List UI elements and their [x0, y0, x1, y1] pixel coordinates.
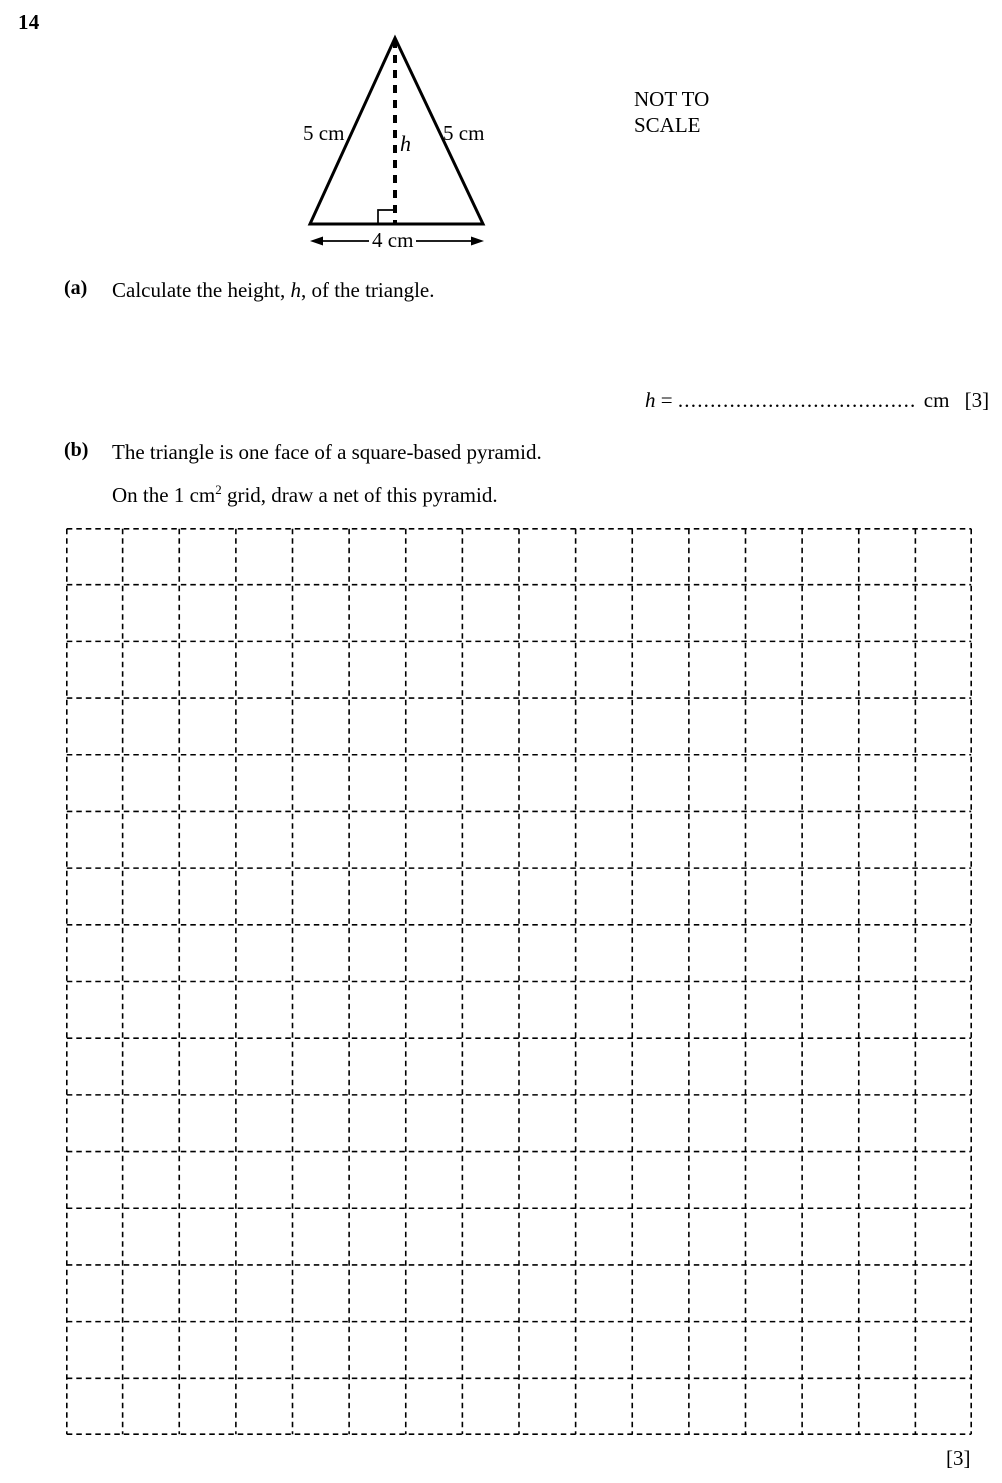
question-number: 14 — [18, 10, 40, 34]
answer-grid[interactable] — [66, 528, 972, 1435]
answer-line-a — [645, 390, 989, 411]
right-angle-marker — [378, 210, 393, 224]
answer-grid-svg[interactable] — [66, 528, 972, 1435]
dimension-arrow-left — [310, 237, 323, 246]
not-to-scale-line-2: SCALE — [634, 113, 701, 137]
part-b-line2-after: grid, draw a net of this pyramid. — [221, 483, 498, 507]
part-a-text — [112, 277, 435, 304]
answer-unit: cm — [923, 388, 950, 412]
part-b-superscript: 2 — [215, 482, 222, 497]
part-a-text-before: Calculate the height, — [112, 278, 291, 302]
part-b-line-1: The triangle is one face of a square-based pyramid. — [112, 440, 542, 464]
part-b-line2-before: On the 1 cm — [112, 483, 216, 507]
base-length-label: 4 cm — [369, 230, 416, 251]
dimension-arrow-right — [471, 237, 484, 246]
part-a-letter: (a) — [64, 277, 88, 299]
not-to-scale-note — [634, 86, 709, 138]
part-b-marks: [3] — [946, 1446, 971, 1470]
answer-write-in-space[interactable]: ..................................... — [677, 388, 917, 412]
left-side-length-label: 5 cm — [303, 121, 345, 145]
answer-equals: = — [660, 388, 673, 412]
part-b-line-2 — [112, 482, 498, 509]
answer-variable: h — [645, 388, 656, 412]
part-b-letter: (b) — [64, 439, 89, 461]
part-a-variable: h — [290, 278, 301, 302]
height-label: h — [400, 131, 411, 156]
right-side-length-label: 5 cm — [443, 121, 485, 145]
not-to-scale-line-1: NOT TO — [634, 87, 710, 111]
answer-marks: [3] — [964, 388, 990, 412]
part-a-text-after: , of the triangle. — [300, 278, 435, 302]
